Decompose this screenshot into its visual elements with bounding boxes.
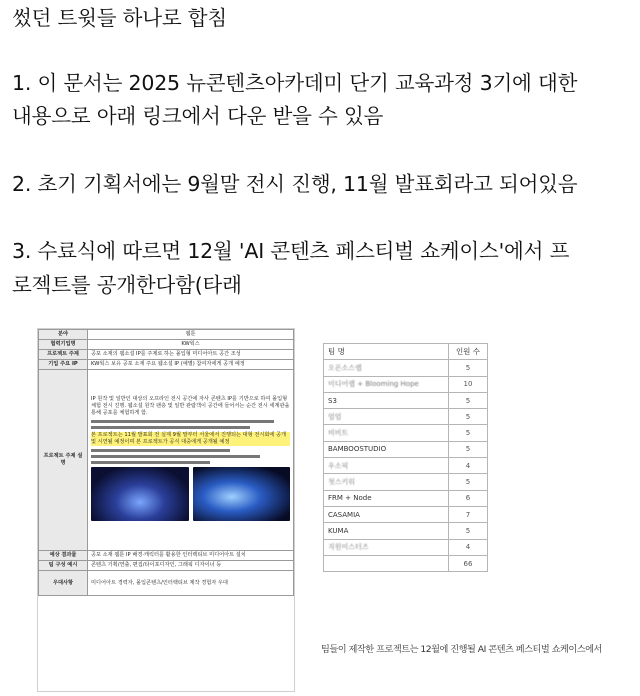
doc-value: 공포 소재 웹툰 IP 배경·캐릭터를 활용한 인터랙티브 미디어아트 설치 [88, 551, 294, 561]
text-line [91, 426, 250, 429]
doc-value: 공포 소재의 웹소설 IP를 주제로 하는 몰입형 미디어아트 공간 조성 [88, 350, 294, 360]
doc-row [39, 330, 294, 340]
exhibition-photo [91, 467, 189, 521]
doc-value: KW웍스 [88, 340, 294, 350]
text-line [91, 461, 210, 464]
team-count: 5 [449, 474, 488, 490]
team-count: 5 [449, 409, 488, 425]
doc-value-cell [88, 370, 294, 551]
team-count: 4 [449, 539, 488, 555]
text-line [91, 455, 260, 458]
table-row [324, 506, 488, 522]
doc-row [39, 571, 294, 596]
count-header: 인원 수 [449, 344, 488, 360]
post-title: 썼던 트윗들 하나로 합침 [12, 6, 227, 30]
table-row [324, 392, 488, 408]
table-row [324, 523, 488, 539]
doc-row [39, 350, 294, 360]
paragraph-1-line-2: 내용으로 아래 링크에서 다운 받을 수 있음 [12, 104, 384, 128]
doc-key: 프로젝트 주제 설명 [39, 370, 88, 551]
table-row [324, 425, 488, 441]
doc-key: 팀 구성 예시 [39, 561, 88, 571]
team-table [323, 343, 488, 572]
team-name: S3 [324, 392, 449, 408]
team-count: 5 [449, 392, 488, 408]
total-label [324, 555, 449, 571]
team-table-header [324, 344, 488, 360]
table-row [324, 441, 488, 457]
highlighted-text: 본 프로젝트는 11월 발표회 전 실제 9월 말부터 서울에서 진행되는 대형 전시회에 공개 및 시연될 예정이며 본 프로젝트가 공식 대중에게 공개될 예정 [91, 432, 290, 446]
team-name: 미디어랩 + Blooming Hope [324, 376, 449, 392]
doc-value: 미디어아트 경력자, 몰입콘텐츠/인터랙티브 제작 경험자 우대 [88, 571, 294, 596]
team-name: KUMA [324, 523, 449, 539]
doc-row [39, 340, 294, 350]
team-count: 5 [449, 441, 488, 457]
team-name: FRM + Node [324, 490, 449, 506]
team-count: 5 [449, 425, 488, 441]
doc-description: IP 원작 및 일반인 대상의 오프라인 전시 공간에 자사 콘텐츠 IP를 기반으로 하여 몰입형 체험 전시 진행. 웹소설 원작 팬층 및 일반 관람객이 공간에 들어서는 순간 전시 세계관을 통해 공포를 체험하게 함. [91, 396, 290, 416]
doc-key: 기업 주요 IP [39, 360, 88, 370]
table-row [324, 409, 488, 425]
exhibition-photo [193, 467, 291, 521]
doc-row [39, 561, 294, 571]
paragraph-3-line-1: 3. 수료식에 따르면 12월 'AI 콘텐츠 페스티벌 쇼케이스'에서 프 [12, 239, 570, 263]
doc-key: 협력기업명 [39, 340, 88, 350]
team-count: 5 [449, 523, 488, 539]
text-line [91, 449, 230, 452]
document-image[interactable] [37, 328, 295, 692]
team-count: 7 [449, 506, 488, 522]
doc-key: 예상 결과물 [39, 551, 88, 561]
paragraph-2: 2. 초기 기획서에는 9월말 전시 진행, 11월 발표회라고 되어있음 [12, 172, 578, 196]
team-count: 5 [449, 360, 488, 376]
doc-row [39, 551, 294, 561]
doc-value: 웹툰 [88, 330, 294, 340]
team-name: BAMBOOSTUDIO [324, 441, 449, 457]
exhibition-photos [91, 467, 290, 521]
doc-key: 분야 [39, 330, 88, 340]
table-row [324, 539, 488, 555]
team-table-image[interactable] [323, 343, 488, 618]
doc-key: 프로젝트 주제 [39, 350, 88, 360]
table-total-row [324, 555, 488, 571]
paragraph-3-line-2: 로젝트를 공개한다함(타래 [12, 273, 242, 297]
table-row [324, 360, 488, 376]
doc-row [39, 360, 294, 370]
team-name: CASAMIA [324, 506, 449, 522]
doc-key: 우대사항 [39, 571, 88, 596]
team-count: 10 [449, 376, 488, 392]
team-name: 엄엄 [324, 409, 449, 425]
team-name: 비비트 [324, 425, 449, 441]
team-name: 직원미스터즈 [324, 539, 449, 555]
table-row [324, 474, 488, 490]
doc-row [39, 370, 294, 551]
paragraph-1-line-1: 1. 이 문서는 2025 뉴콘텐츠아카데미 단기 교육과정 3기에 대한 [12, 71, 578, 95]
team-header: 팀 명 [324, 344, 449, 360]
doc-value: KW웍스 보유 공포 소재 주요 웹소설 IP (예별) 참여자에게 공개 예정 [88, 360, 294, 370]
team-count: 6 [449, 490, 488, 506]
team-total: 66 [449, 555, 488, 571]
document-table [38, 329, 294, 596]
table-row [324, 490, 488, 506]
team-name: 우소픽 [324, 458, 449, 474]
team-name: 첫스키워 [324, 474, 449, 490]
doc-value: 콘텐츠 기획/연출, 편집/타이포디자인, 그래픽 디자이너 등 [88, 561, 294, 571]
image-caption: 팀들이 제작한 프로젝트는 12월에 진행될 AI 콘텐츠 페스티벌 쇼케이스에서 [321, 644, 602, 655]
team-count: 4 [449, 458, 488, 474]
team-name: 오픈소스랩 [324, 360, 449, 376]
table-row [324, 376, 488, 392]
text-line [91, 420, 274, 423]
table-row [324, 458, 488, 474]
